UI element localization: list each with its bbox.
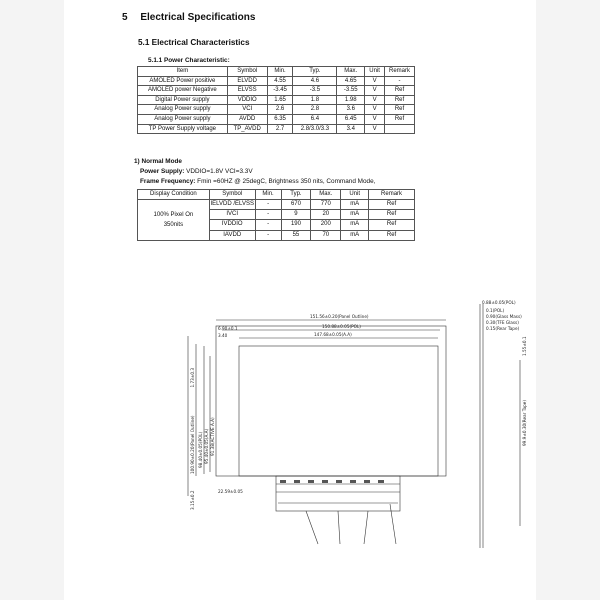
subsubsection-heading: 5.1.1 Power Characteristic:	[148, 57, 230, 64]
panel-outline	[216, 326, 446, 476]
power-table-header-cell: Typ.	[293, 67, 337, 77]
power-table-cell: TP Power Supply voltage	[138, 124, 228, 134]
normal-mode-table	[137, 189, 415, 241]
power-table-cell: V	[365, 124, 385, 134]
power-table-cell: 2.6	[267, 105, 293, 115]
active-area	[239, 346, 438, 476]
power-table-cell: AMOLED power Negative	[138, 86, 228, 96]
normal-table-cell: 20	[311, 210, 341, 220]
power-table-header-cell: Symbol	[227, 67, 267, 77]
power-table-cell: VDDIO	[227, 95, 267, 105]
normal-table-cell: 670	[281, 199, 311, 209]
normal-table-cell: Ref	[369, 199, 415, 209]
right-label-2: 0.90(Glass Mass)	[486, 314, 522, 319]
normal-table-header-cell: Symbol	[209, 190, 255, 200]
normal-table-cell: Ref	[369, 230, 415, 240]
normal-table-cell: 190	[281, 220, 311, 230]
power-table-cell: ELVDD	[227, 76, 267, 86]
subsection-heading: 5.1 Electrical Characteristics	[138, 38, 250, 47]
power-table-cell: AMOLED Power positive	[138, 76, 228, 86]
side-dim-2: 98.40±0.05(POL)	[198, 431, 203, 468]
right-label-4: 0.15(Rear Tape)	[486, 326, 520, 331]
normal-table-header-cell: Max.	[311, 190, 341, 200]
normal-table-header-cell: Min.	[255, 190, 281, 200]
power-table-cell: 2.8	[293, 105, 337, 115]
normal-mode-heading: 1) Normal Mode	[134, 158, 182, 165]
power-table-row	[138, 124, 415, 134]
normal-table-header-cell: Typ.	[281, 190, 311, 200]
power-table-cell: -3.55	[337, 86, 365, 96]
power-table-cell: ELVSS	[227, 86, 267, 96]
power-table-cell: 3.6	[337, 105, 365, 115]
power-table-header-cell: Item	[138, 67, 228, 77]
power-supply-line	[140, 168, 253, 175]
power-table-cell: TP_AVDD	[227, 124, 267, 134]
normal-table-cell: IAVDD	[209, 230, 255, 240]
top-dim-3: 147.68±0.05(A.A)	[314, 332, 352, 337]
left-dim-1: 6.90±0.1	[218, 326, 238, 331]
normal-table-cell: -	[255, 199, 281, 209]
display-condition-cell	[138, 199, 210, 241]
power-table-cell: 6.4	[293, 114, 337, 124]
frame-frequency-label: Frame Frequency:	[140, 178, 196, 185]
power-table-cell: -3.45	[267, 86, 293, 96]
power-table-cell: V	[365, 95, 385, 105]
power-supply-label: Power Supply:	[140, 168, 185, 175]
power-table-row	[138, 86, 415, 96]
power-table-row	[138, 95, 415, 105]
left-dim-2: 3.40	[218, 333, 228, 338]
bottom-dim-1: 22.59±0.05	[218, 489, 243, 494]
normal-table-cell: -	[255, 210, 281, 220]
top-dim-2: 150.88±0.05(POL)	[322, 324, 361, 329]
power-table-cell: 1.98	[337, 95, 365, 105]
power-table-cell	[385, 124, 415, 134]
power-table-row	[138, 114, 415, 124]
power-table-cell: Ref	[385, 86, 415, 96]
display-condition-line1: 100% Pixel On	[153, 211, 194, 218]
side-dim-3: 95.40±0.05(A.A)	[204, 428, 209, 464]
power-table-cell: 3.4	[337, 124, 365, 134]
power-characteristic-table	[137, 66, 415, 134]
side-dim-4: 91.38(ACTIVE A.A)	[210, 417, 215, 456]
power-table-cell: V	[365, 114, 385, 124]
normal-table-cell: IVCI	[209, 210, 255, 220]
normal-table-cell: 200	[311, 220, 341, 230]
section-title: Electrical Specifications	[140, 12, 256, 23]
power-table-cell: Digital Power supply	[138, 95, 228, 105]
normal-table-cell: 70	[311, 230, 341, 240]
right-label-1: 0.1(POL)	[486, 308, 505, 313]
power-table-cell: 2.8/3.0/3.3	[293, 124, 337, 134]
power-table-cell: V	[365, 105, 385, 115]
normal-table-header-row	[138, 190, 415, 200]
power-table-cell: 2.7	[267, 124, 293, 134]
normal-table-cell: mA	[341, 210, 369, 220]
right-dim-2: 99.9±0.30(Rear Tape)	[522, 399, 527, 446]
normal-table-header-cell: Display Condition	[138, 190, 210, 200]
power-table-cell: V	[365, 76, 385, 86]
power-table-cell: -3.5	[293, 86, 337, 96]
frame-frequency-line	[140, 178, 375, 185]
normal-table-cell: 770	[311, 199, 341, 209]
normal-table-header-cell: Unit	[341, 190, 369, 200]
power-supply-value: VDDIO=1.8V VCI=3.3V	[184, 168, 253, 175]
normal-table-cell: IVDDIO	[209, 220, 255, 230]
power-table-cell: 1.65	[267, 95, 293, 105]
power-table-cell: 4.6	[293, 76, 337, 86]
power-table-header-cell: Unit	[365, 67, 385, 77]
power-table-header-row	[138, 67, 415, 77]
normal-table-cell: Ref	[369, 210, 415, 220]
right-label-3: 0.30(TFE Glass)	[486, 320, 519, 325]
power-table-cell: Analog Power supply	[138, 114, 228, 124]
normal-table-header-cell: Remark	[369, 190, 415, 200]
section-number: 5	[122, 12, 128, 23]
normal-table-cell: 55	[281, 230, 311, 240]
normal-table-cell: Ref	[369, 220, 415, 230]
power-table-cell: Ref	[385, 114, 415, 124]
power-table-cell: VCI	[227, 105, 267, 115]
left-gutter	[0, 0, 64, 600]
display-condition-line2: 350nits	[163, 221, 184, 228]
power-table-cell: 6.35	[267, 114, 293, 124]
power-table-row	[138, 76, 415, 86]
normal-table-cell: mA	[341, 199, 369, 209]
normal-table-cell: IELVDD /ELVSS	[209, 199, 255, 209]
document-page	[64, 0, 536, 600]
normal-table-cell: mA	[341, 230, 369, 240]
power-table-header-cell: Max.	[337, 67, 365, 77]
top-dim-1: 151.56±0.20(Panel Outline)	[310, 314, 369, 319]
bottom-dim-2: 3.15±0.2	[190, 490, 195, 510]
power-table-cell: 4.55	[267, 76, 293, 86]
frame-frequency-value: Fmin =60HZ @ 25degC, Brightness 350 nits, Command Mode,	[195, 178, 376, 185]
power-table-cell: -	[385, 76, 415, 86]
right-label-0: 0.88±0.05(POL)	[482, 300, 516, 305]
power-table-cell: Ref	[385, 105, 415, 115]
power-table-cell: AVDD	[227, 114, 267, 124]
side-dim-1: 100.90±0.20(Panel Outline)	[190, 415, 195, 474]
right-dim-1: 1.55±0.1	[522, 336, 527, 356]
left-dim-3: 1.73±0.3	[190, 368, 195, 388]
right-gutter	[536, 0, 600, 600]
power-table-cell: Ref	[385, 95, 415, 105]
power-table-cell: V	[365, 86, 385, 96]
power-table-row	[138, 105, 415, 115]
power-table-header-cell: Min.	[267, 67, 293, 77]
mechanical-drawing	[128, 296, 538, 556]
power-table-cell: Analog Power supply	[138, 105, 228, 115]
normal-table-cell: 9	[281, 210, 311, 220]
section-heading	[122, 12, 255, 23]
normal-table-row	[138, 199, 415, 209]
normal-table-cell: -	[255, 230, 281, 240]
power-table-header-cell: Remark	[385, 67, 415, 77]
power-table-cell: 4.65	[337, 76, 365, 86]
power-table-cell: 1.8	[293, 95, 337, 105]
normal-table-cell: mA	[341, 220, 369, 230]
normal-table-cell: -	[255, 220, 281, 230]
power-table-cell: 6.45	[337, 114, 365, 124]
